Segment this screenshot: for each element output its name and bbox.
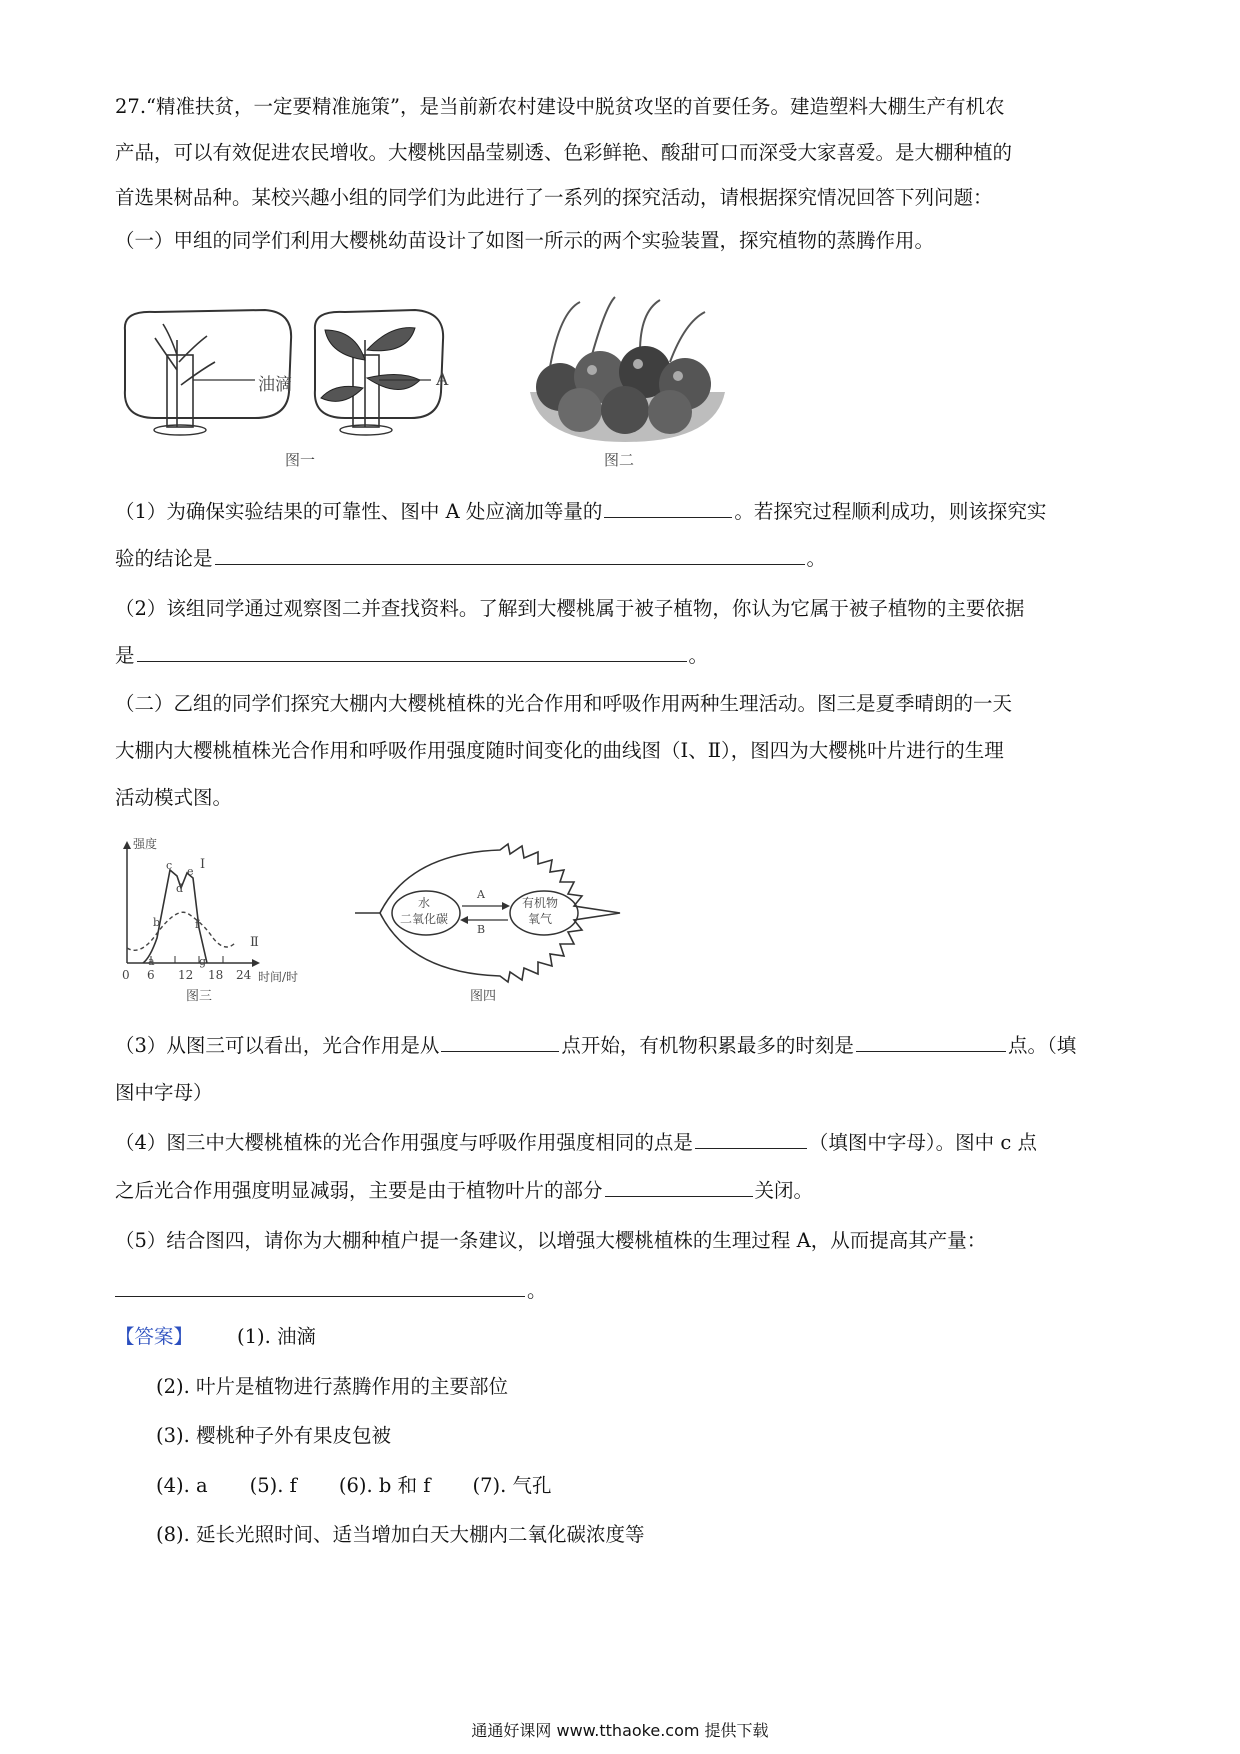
fig3-point-b: b [153,916,161,929]
q2-blank[interactable] [137,641,687,662]
q4-blank-2[interactable] [605,1176,753,1197]
q5-blank[interactable] [115,1276,525,1297]
fig4-organic: 有机物 [522,896,559,910]
q4-line-1 [115,1128,1037,1158]
q3-text-c: 点。（填 [1007,1034,1077,1057]
q2-line-2 [115,641,708,671]
part2-line-1: （二）乙组的同学们探究大棚内大樱桃植株的光合作用和呼吸作用两种生理活动。图三是夏季晴朗的一天 [115,692,1013,715]
fig3-point-d: d [176,882,184,895]
q3-text-b: 点开始，有机物积累最多的时刻是 [561,1034,854,1057]
fig3-tick-18: 18 [208,968,224,982]
q3-line-2: 图中字母） [115,1081,213,1104]
fig3-point-f: f [195,918,200,931]
fig3-tick-0: 0 [122,968,130,982]
answer-5: (5). f [249,1474,297,1497]
answer-line-4 [156,1471,552,1501]
q1-end: 。 [806,547,827,570]
q1-blank-1[interactable] [604,497,732,518]
label-oil-drop: 油滴 [258,375,292,395]
fig4-water: 水 [418,896,431,910]
fig3-tick-24: 24 [236,968,252,982]
q4-blank-1[interactable] [695,1128,807,1149]
figure-2-cherries-photo [520,292,732,452]
fig3-curve-2: Ⅱ [250,935,259,950]
answer-tag: 【答案】 [115,1325,194,1348]
q3-line-1 [115,1031,1076,1061]
answer-3: (3). 樱桃种子外有果皮包被 [156,1424,392,1447]
fig4-co2: 二氧化碳 [400,912,449,926]
fig4-oxygen: 氧气 [528,912,553,926]
q1-line-1 [115,497,1046,527]
answer-line-1 [115,1322,316,1352]
fig3-point-c: c [166,859,173,872]
fig4-arrow-a: A [477,888,485,901]
part1-intro: （一）甲组的同学们利用大樱桃幼苗设计了如图一所示的两个实验装置，探究植物的蒸腾作用。 [115,229,935,252]
q5-line-2 [115,1276,547,1306]
intro-line-2: 产品，可以有效促进农民增收。大樱桃因晶莹剔透、色彩鲜艳、酸甜可口而深受大家喜爱。是大棚种植的 [115,141,1013,164]
fig3-point-e: e [187,865,194,878]
fig4-arrow-b: B [477,923,486,936]
intro-line-1: 27.“精准扶贫，一定要精准施策”，是当前新农村建设中脱贫攻坚的首要任务。建造塑料大棚生产有机农 [115,95,1005,118]
answer-6: (6). b 和 f [338,1474,431,1497]
q4-text-a: （4）图三中大樱桃植株的光合作用强度与呼吸作用强度相同的点是 [115,1131,693,1154]
answer-2: (2). 叶片是植物进行蒸腾作用的主要部位 [156,1375,509,1398]
intro-line-3: 首选果树品种。某校兴趣小组的同学们为此进行了一系列的探究活动，请根据探究情况回答下列问题： [115,186,993,209]
q1-text-c: 验的结论是 [115,547,213,570]
q3-blank-2[interactable] [856,1031,1006,1052]
fig3-point-a: a [148,955,155,968]
caption-fig1: 图一 [285,451,316,469]
q2-line-1: （2）该组同学通过观察图二并查找资料。了解到大樱桃属于被子植物，你认为它属于被子植物的主要依据 [115,597,1025,620]
part2-line-2: 大棚内大樱桃植株光合作用和呼吸作用强度随时间变化的曲线图（Ⅰ、Ⅱ），图四为大樱桃叶片进行的生理 [115,739,1004,762]
q4-text-b: （填图中字母）。图中 c 点 [808,1131,1037,1154]
q3-blank-1[interactable] [441,1031,559,1052]
caption-fig4: 图四 [470,989,497,1004]
answer-4: (4). a [156,1474,208,1497]
fig3-tick-6: 6 [147,968,155,982]
answer-1: (1). 油滴 [237,1325,317,1348]
figure-4-leaf-model [350,838,625,988]
fig3-point-g: g [199,955,207,968]
caption-fig3: 图三 [186,989,213,1004]
fig3-xlabel: 时间/时 [258,970,299,984]
q5-line-1: （5）结合图四，请你为大棚种植户提一条建议，以增强大樱桃植株的生理过程 A，从而提高其产量： [115,1229,987,1252]
label-a: A [436,370,449,390]
q1-blank-2[interactable] [215,544,805,565]
fig3-tick-12: 12 [178,968,194,982]
caption-fig2: 图二 [604,451,635,469]
answer-7: (7). 气孔 [472,1474,552,1497]
q1-text-b: 。若探究过程顺利成功，则该探究实 [734,500,1047,523]
fig3-curve-1: Ⅰ [200,857,206,872]
q3-text-a: （3）从图三可以看出，光合作用是从 [115,1034,440,1057]
q4-text-c: 之后光合作用强度明显减弱，主要是由于植物叶片的部分 [115,1179,603,1202]
q2-text-b: 是 [115,644,135,667]
footer-credit: 通通好课网 www.tthaoke.com 提供下载 [471,1721,769,1740]
part2-line-3: 活动模式图。 [115,786,233,809]
fig3-ylabel: 强度 [133,837,158,851]
q4-line-2 [115,1176,813,1206]
q4-text-d: 关闭。 [754,1179,814,1202]
q5-end: 。 [527,1279,547,1302]
q1-text-a: （1）为确保实验结果的可靠性、图中 A 处应滴加等量的 [115,500,603,523]
q1-line-2 [115,544,826,574]
q2-end: 。 [688,644,709,667]
answer-8: (8). 延长光照时间、适当增加白天大棚内二氧化碳浓度等 [156,1523,645,1546]
